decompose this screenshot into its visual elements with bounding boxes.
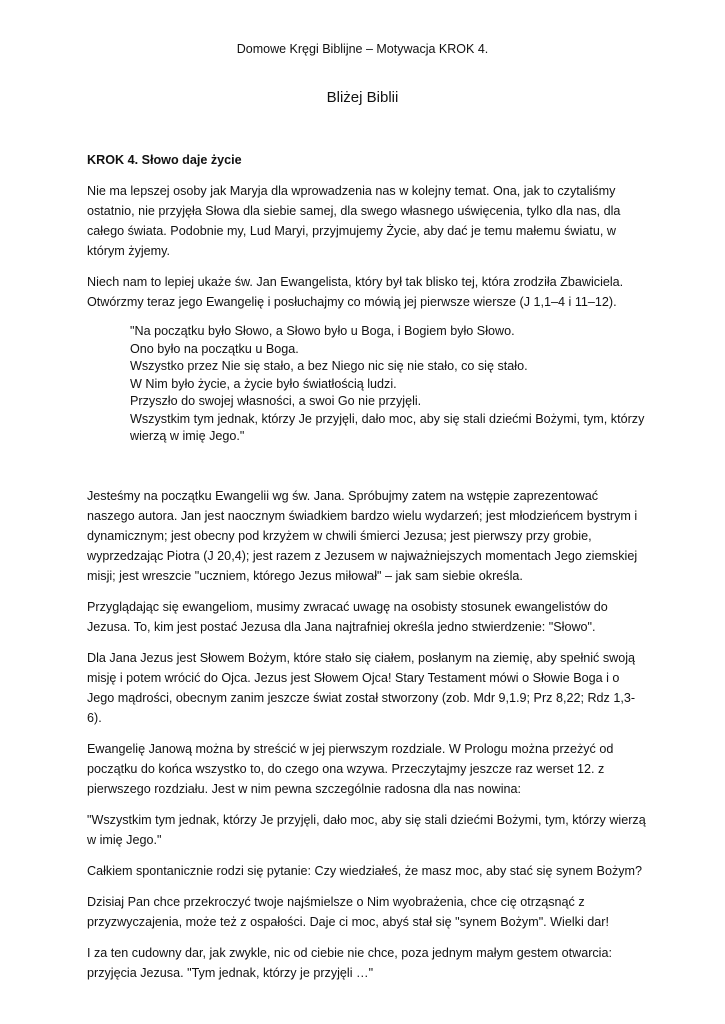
page-header: Domowe Kręgi Biblijne – Motywacja KROK 4. [236,42,489,56]
paragraph: I za ten cudowny dar, jak zwykle, nic od ciebie nie chce, poza jednym małym gestem otwarcia: przyjęcia Jezusa. "Tym jednak, którzy je przyjęli …" [87,945,612,980]
paragraph: Niech nam to lepiej ukaże św. Jan Ewangelista, który był tak blisko tej, która zrodziła Zbawiciela. Otwórzmy teraz jego Ewangelię i posłuchajmy co mówią jej pierwsze wiersze (J 1,1–4 i 11–12). [87,275,624,309]
paragraph: Przyglądając się ewangeliom, musimy zwracać uwagę na osobisty stosunek ewangelistów do Jezusa. To, kim jest postać Jezusa dla Jana najtrafniej określa jedno stwierdzenie: "Słowo". [87,599,608,634]
document-title: Bliżej Biblii [326,89,399,106]
paragraph: Dla Jana Jezus jest Słowem Bożym, które stało się ciałem, posłanym na ziemię, aby spełnić swoją misję i potem wrócić do Ojca. Jezus jest Słowem Ojca! Stary Testament mówi o Słowie Boga i o Jego mądrości, obecnym zanim jeszcze świat został stworzony (zob. Mdr 9,1.9; Prz 8,22; Rdz 1,3-6). [87,650,636,725]
verse-quote: "Wszystkim tym jednak, którzy Je przyjęli, dało moc, aby się stali dziećmi Bożymi, tym, którzy wierzą w imię Jego." [87,812,646,847]
scripture-quote [130,323,647,446]
paragraph: Dzisiaj Pan chce przekroczyć twoje najśmielsze o Nim wyobrażenia, chce cię otrząsnąć z przyzwyczajenia, może też z ospałości. Daje ci moc, abyś stał się "synem Bożym". Wielki dar! [87,894,609,929]
section-heading: KROK 4. Słowo daje życie [87,153,242,167]
paragraph: Jesteśmy na początku Ewangelii wg św. Jana. Spróbujmy zatem na wstępie zaprezentować naszego autora. Jan jest naocznym świadkiem bardzo wielu wydarzeń; jest młodzieńcem bystrym i dynamicznym; jest obecny pod krzyżem w chwili śmierci Jezusa; jest pierwszy przy grobie, wyprzedzając Piotra (J 20,4); jest razem z Jezusem w najważniejszych momentach Jego ziemskiej misji; jest wreszcie "uczniem, którego Jezus miłował" – jak sam siebie określa. [87,488,638,583]
paragraph: Całkiem spontanicznie rodzi się pytanie: Czy wiedziałeś, że masz moc, aby stać się synem Bożym? [87,863,643,878]
quote-line: Ono było na początku u Boga. [130,341,299,356]
document-body [87,150,647,994]
quote-line: Wszystko przez Nie się stało, a bez Niego nic się nie stało, co się stało. [130,359,528,373]
quote-line: Wszystkim tym jednak, którzy Je przyjęli, dało moc, aby się stali dziećmi Bożymi, tym, którzy wierzą w imię Jego." [130,411,645,443]
quote-line: "Na początku było Słowo, a Słowo było u Boga, i Bogiem było Słowo. [130,324,515,338]
paragraph: Nie ma lepszej osoby jak Maryja dla wprowadzenia nas w kolejny temat. Ona, jak to czytaliśmy ostatnio, nie przyjęła Słowa dla siebie samej, dla swego własnego uświęcenia, tylko dla nas, dla całego świata. Podobnie my, Lud Maryi, przyjmujemy Życie, aby dać je temu małemu światu, w którym żyjemy. [87,184,621,258]
quote-line: Przyszło do swojej własności, a swoi Go nie przyjęli. [130,394,422,408]
quote-line: W Nim było życie, a życie było światłością ludzi. [130,376,397,391]
paragraph: Ewangelię Janową można by streścić w jej pierwszym rozdziale. W Prologu można przeżyć od początku do końca wszystko to, do czego ona wzywa. Przeczytajmy jeszcze raz werset 12. z pierwszego rozdziału. Jest w nim pewna szczególnie radosna dla nas nowina: [87,741,614,796]
